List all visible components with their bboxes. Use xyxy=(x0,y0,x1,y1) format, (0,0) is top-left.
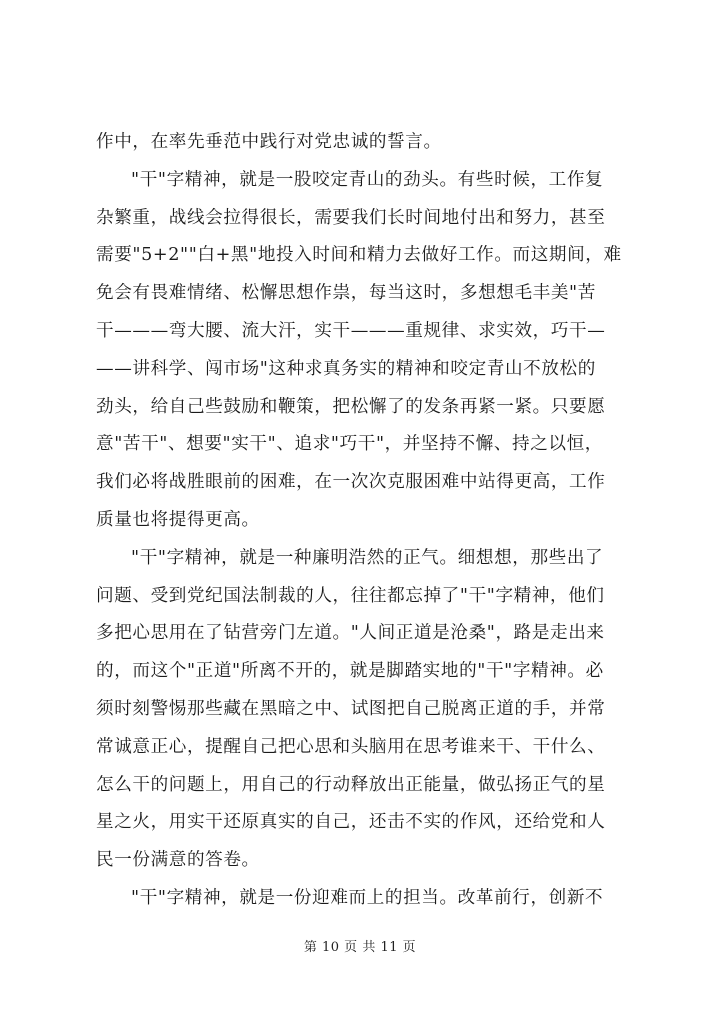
text-line: 意"苦干"、想要"实干"、追求"巧干"，并坚持不懈、持之以恒， xyxy=(96,434,604,455)
text-line: 劲头，给自己些鼓励和鞭策，把松懈了的发条再紧一紧。只要愿 xyxy=(96,396,606,417)
text-line: "干"字精神，就是一份迎难而上的担当。改革前行，创新不 xyxy=(131,887,604,908)
text-line: "干"字精神，就是一股咬定青山的劲头。有些时候，工作复 xyxy=(131,169,604,190)
text-line: 星之火，用实干还原真实的自己，还击不实的作风，还给党和人 xyxy=(96,812,606,833)
page-number: 第 10 页 共 11 页 xyxy=(303,940,417,955)
text-line: 作中，在率先垂范中践行对党忠诚的誓言。 xyxy=(96,132,442,152)
text-line: 多把心思用在了钻营旁门左道。"人间正道是沧桑"，路是走出来 xyxy=(96,623,605,644)
text-line: 免会有畏难情绪、松懈思想作祟，每当这时，多想想毛丰美"苦 xyxy=(96,283,596,304)
text-line: 怎么干的问题上，用自己的行动释放出正能量，做弘扬正气的星 xyxy=(96,774,606,795)
text-line: 民一份满意的答卷。 xyxy=(96,850,260,871)
text-line: 杂繁重，战线会拉得很长，需要我们长时间地付出和努力，甚至 xyxy=(96,207,606,228)
text-line: 的，而这个"正道"所离不开的，就是脚踏实地的"干"字精神。必 xyxy=(96,661,604,682)
text-line: 需要"5+2""白+黑"地投入时间和精力去做好工作。而这期间，难 xyxy=(96,245,622,266)
text-line: 质量也将提得更高。 xyxy=(96,509,260,530)
text-line: 须时刻警惕那些藏在黑暗之中、试图把自己脱离正道的手，并常 xyxy=(96,698,606,719)
text-line: 干———弯大腰、流大汗，实干———重规律、求实效，巧干— xyxy=(96,320,606,341)
body-text xyxy=(96,124,644,918)
text-line: 我们必将战胜眼前的困难，在一次次克服困难中站得更高，工作 xyxy=(96,472,606,493)
text-line: ——讲科学、闯市场"这种求真务实的精神和咬定青山不放松的 xyxy=(96,358,596,379)
text-line: 问题、受到党纪国法制裁的人，往往都忘掉了"干"字精神，他们 xyxy=(96,585,605,606)
text-line: "干"字精神，就是一种廉明浩然的正气。细想想，那些出了 xyxy=(131,547,604,568)
text-line: 常诚意正心，提醒自己把心思和头脑用在思考谁来干、干什么、 xyxy=(96,736,606,757)
